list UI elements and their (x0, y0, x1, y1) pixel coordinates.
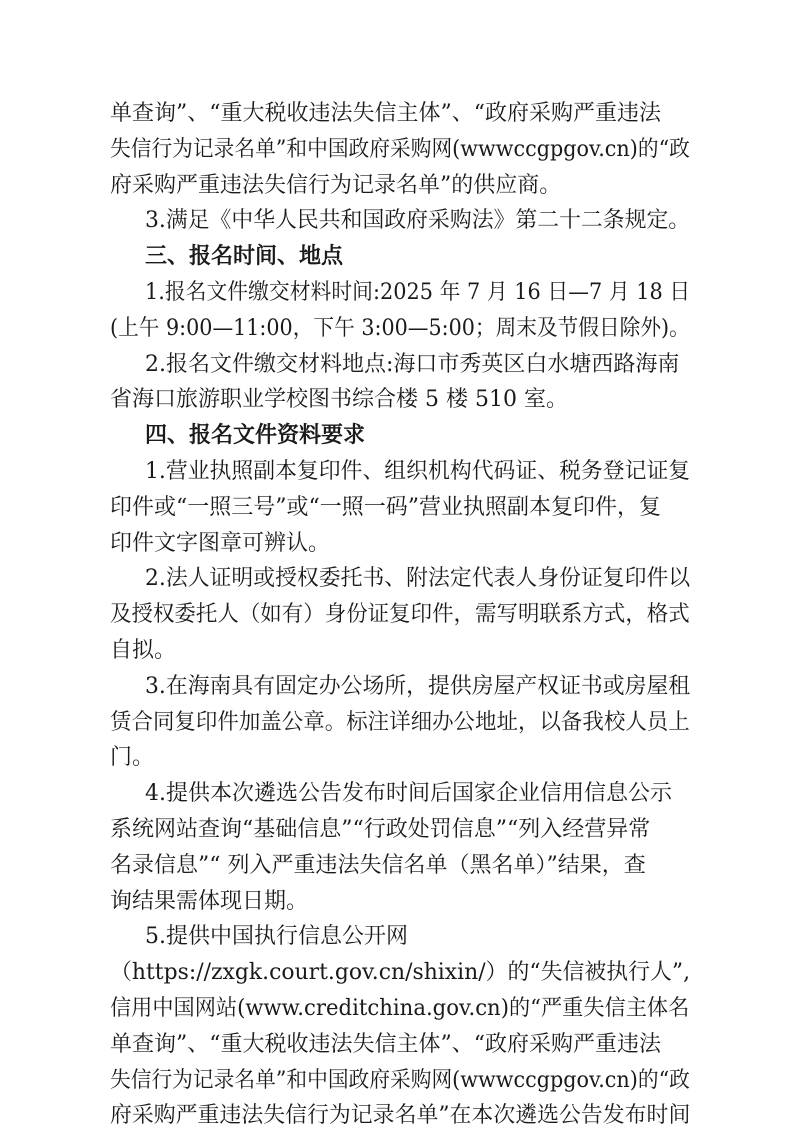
text-line: 4.提供本次遴选公告发布时间后国家企业信用信息公示 (145, 781, 672, 807)
text-line: 省海口旅游职业学校图书综合楼 5 楼 510 室。 (110, 387, 568, 413)
text-line: 询结果需体现日期。 (110, 888, 309, 914)
text-line: 名录信息”“ 列入严重违法失信名单（黑名单）”结果，查 (110, 852, 646, 878)
text-line: 3.在海南具有固定办公场所，提供房屋产权证书或房屋租 (145, 673, 691, 699)
text-line: （https://zxgk.court.gov.cn/shixin/）的“失信被执行人”, (110, 960, 691, 986)
section-heading: 四、报名文件资料要求 (145, 423, 366, 449)
section-heading: 三、报名时间、地点 (145, 244, 344, 270)
text-line: 门。 (110, 745, 155, 771)
text-line: (上午 9:00—11:00，下午 3:00—5:00；周末及节假日除外)。 (110, 315, 690, 341)
text-line: 府采购严重违法失信行为记录名单”在本次遴选公告发布时间 (110, 1103, 691, 1129)
text-line: 印件文字图章可辨认。 (110, 530, 331, 556)
text-line: 印件或“一照三号”或“一照一码”营业执照副本复印件，复 (110, 494, 661, 520)
text-line: 信用中国网站(www.creditchina.gov.cn)的“严重失信主体名 (110, 996, 690, 1021)
text-line: 单查询”、“重大税收违法失信主体”、“政府采购严重违法 (110, 1031, 661, 1057)
text-line: 1.营业执照副本复印件、组织机构代码证、税务登记证复 (145, 459, 691, 484)
text-line: 失信行为记录名单”和中国政府采购网(wwwccgpgov.cn)的“政 (110, 1067, 690, 1093)
text-line: 自拟。 (110, 638, 177, 663)
text-line: 及授权委托人（如有）身份证复印件，需写明联系方式，格式 (110, 602, 690, 628)
text-line: 1.报名文件缴交材料时间:2025 年 7 月 16 日—7 月 18 日 (145, 280, 691, 305)
text-line: 2.法人证明或授权委托书、附法定代表人身份证复印件以 (145, 566, 691, 592)
text-line: 赁合同复印件加盖公章。标注详细办公地址，以备我校人员上 (110, 709, 690, 735)
text-line: 3.满足《中华人民共和国政府采购法》第二十二条规定。 (145, 208, 691, 234)
text-line: 2.报名文件缴交材料地点:海口市秀英区白水塘西路海南 (145, 351, 680, 377)
text-line: 府采购严重违法失信行为记录名单”的供应商。 (110, 172, 562, 198)
text-line: 单查询”、“重大税收违法失信主体”、“政府采购严重违法 (110, 101, 661, 126)
text-line: 系统网站查询“基础信息”“行政处罚信息”“列入经营异常 (110, 817, 651, 842)
text-line: 5.提供中国执行信息公开网 (145, 924, 408, 950)
text-line: 失信行为记录名单”和中国政府采购网(wwwccgpgov.cn)的“政 (110, 136, 690, 162)
